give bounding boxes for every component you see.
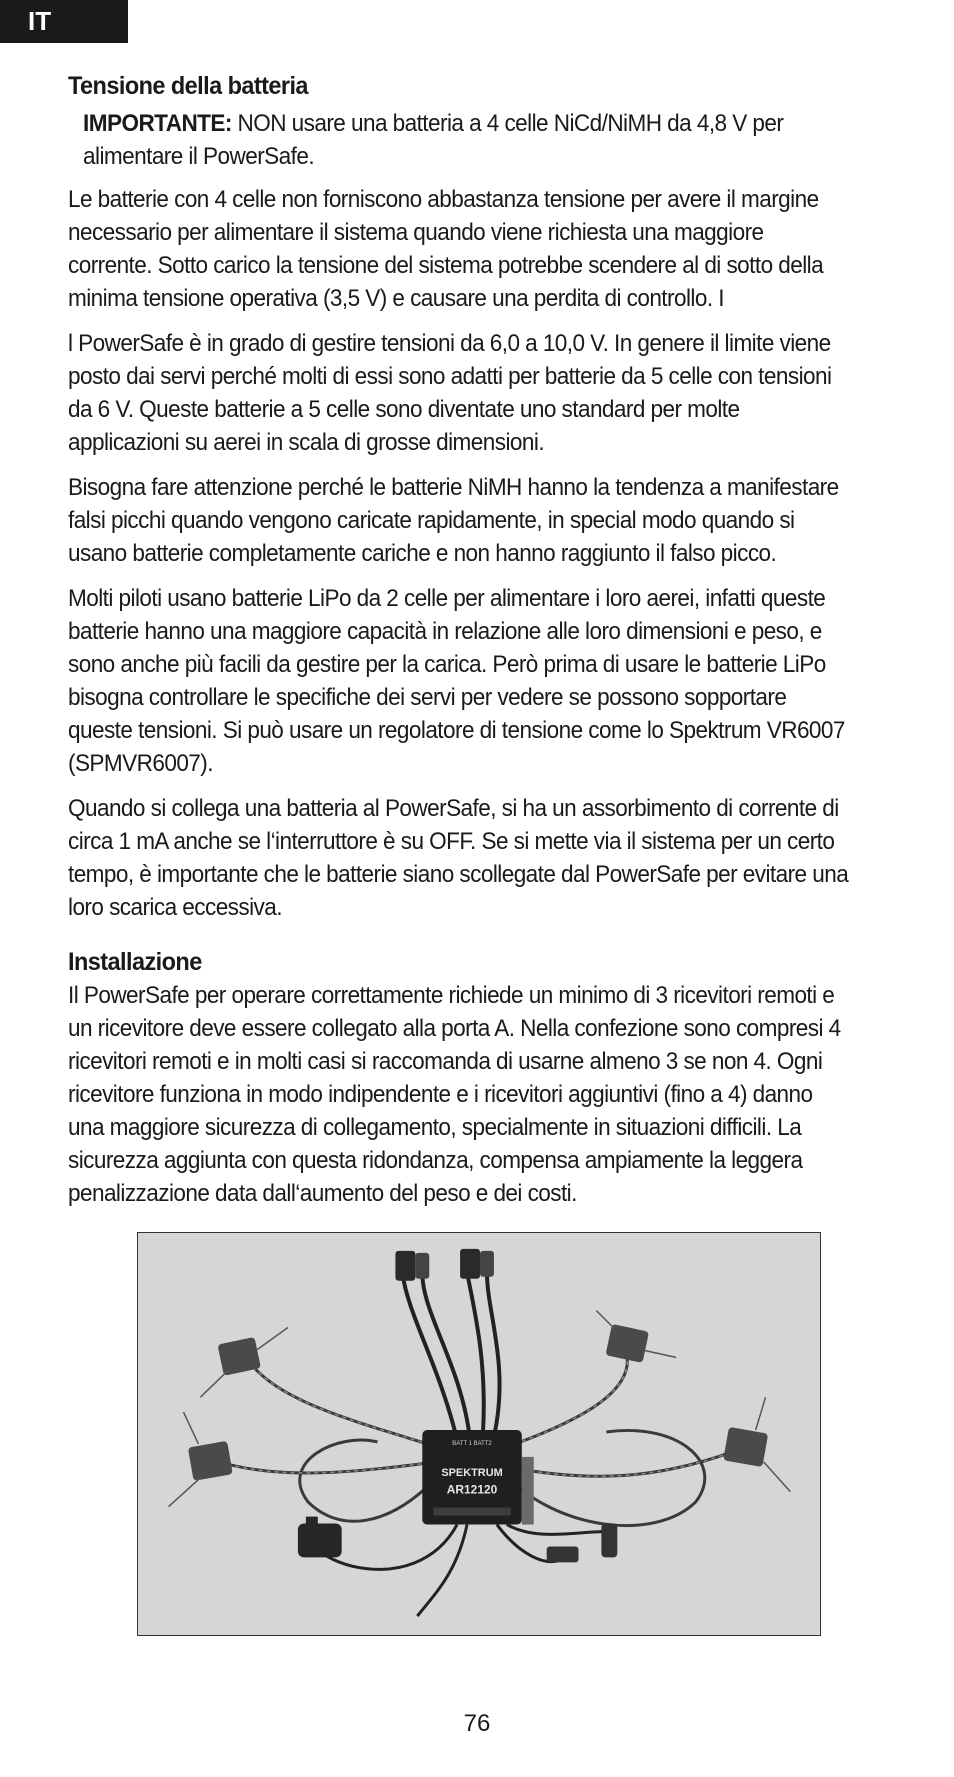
brand-label: SPEKTRUM bbox=[441, 1466, 503, 1479]
paragraph-1: Le batterie con 4 celle non forniscono abbastanza tensione per avere il margine necessario per alimentare il sistema quando viene richiesta una maggiore corrente. Sotto carico la tensione del sistema potrebbe scendere al di sotto della minima tensione operativa (3,5 V) e causare una perdita di controllo. I bbox=[68, 186, 824, 312]
powersafe-receiver-illustration bbox=[138, 1233, 820, 1635]
important-label: IMPORTANTE: bbox=[83, 110, 232, 137]
installation-section bbox=[68, 946, 850, 1210]
section-heading-battery-voltage: Tensione della batteria bbox=[68, 72, 308, 100]
battery-labels: BATT 1 BATT2 bbox=[452, 1440, 492, 1447]
page-number: 76 bbox=[463, 1710, 491, 1737]
powersafe-main-unit bbox=[422, 1430, 533, 1525]
installation-paragraph: Il PowerSafe per operare correttamente richiede un minimo di 3 ricevitori remoti e un ricevitore deve essere collegato alla porta A. Nella confezione sono compresi 4 ricevitori remoti e in molti casi si raccomanda di usarne almeno 3 se non 4. Ogni ricevitore funziona in modo indipendente e i ricevitori aggiuntivi (fino a 4) danno una maggiore sicurezza di collegamento, specialmente in situazioni difficili. La sicurezza aggiunta con questa ridondanza, compensa ampiamente la leggera penalizzazione data dall‘aumento del peso e dei costi. bbox=[68, 982, 841, 1207]
product-photo bbox=[137, 1232, 821, 1636]
page-content bbox=[68, 70, 850, 1222]
paragraph-4: Molti piloti usano batterie LiPo da 2 celle per alimentare i loro aerei, infatti queste batterie hanno una maggiore capacità in relazione alle loro dimensioni e peso, e sono anche più facili da gestire per la carica. Però prima di usare le batterie LiPo bisogna controllare le specifiche dei servi per vedere se possono sopportare queste tensioni. Si può usare un regolatore di tensione come lo Spektrum VR6007 (SPMVR6007). bbox=[68, 585, 845, 777]
paragraph-3: Bisogna fare attenzione perché le batterie NiMH hanno la tendenza a manifestare falsi picchi quando vengono caricate rapidamente, in special modo quando si usano batterie completamente cariche e non hanno raggiunto il falso picco. bbox=[68, 474, 839, 567]
paragraph-2: l PowerSafe è in grado di gestire tensioni da 6,0 a 10,0 V. In genere il limite viene posto dai servi perché molti di essi sono adatti per batterie da 5 celle con tensioni da 6 V. Queste batterie a 5 celle sono diventate uno standard per molte applicazioni su aerei in scala di grosse dimensioni. bbox=[68, 330, 832, 456]
paragraph-5: Quando si collega una batteria al PowerSafe, si ha un assorbimento di corrente di circa 1 mA anche se l‘interruttore è su OFF. Se si mette via il sistema per un certo tempo, è importante che le batterie siano scollegate dal PowerSafe per evitare una loro scarica eccessiva. bbox=[68, 795, 849, 921]
important-text: NON usare una batteria a 4 celle NiCd/NiMH da 4,8 V per alimentare il PowerSafe. bbox=[83, 110, 784, 170]
important-note bbox=[83, 107, 850, 173]
section-heading-installation: Installazione bbox=[68, 948, 202, 976]
model-label: AR12120 bbox=[446, 1482, 498, 1497]
language-tab: IT bbox=[0, 0, 128, 43]
